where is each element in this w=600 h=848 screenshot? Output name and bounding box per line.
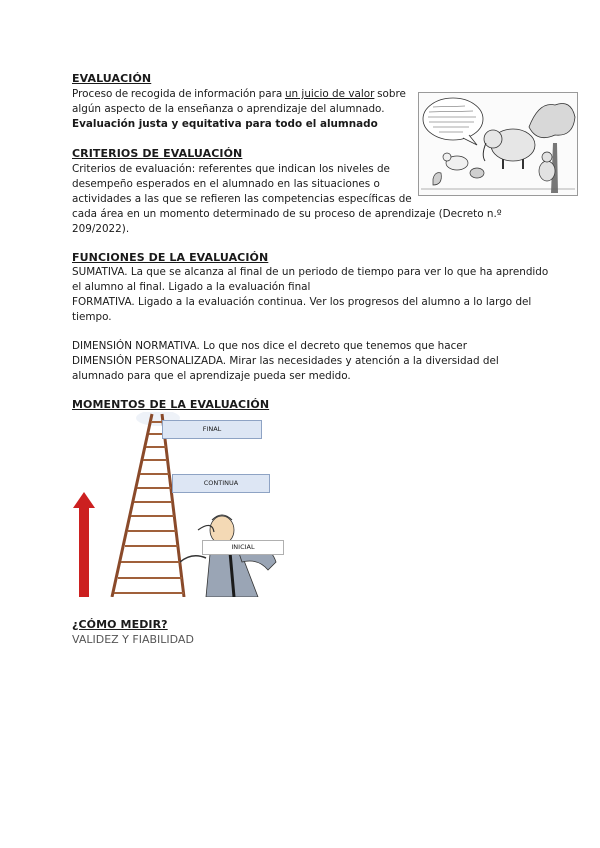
dimension-line-2: DIMENSIÓN PERSONALIZADA. Mirar las necesidades y atención a la diversidad del (72, 355, 499, 367)
criterios-line-1: Criterios de evaluación: referentes que indican los niveles de (72, 163, 390, 175)
heading-como-medir: ¿CÓMO MEDIR? (72, 618, 168, 631)
validez-fiabilidad-text: VALIDEZ Y FIABILIDAD (72, 633, 194, 646)
heading-momentos: MOMENTOS DE LA EVALUACIÓN (72, 398, 270, 411)
heading-funciones: FUNCIONES DE LA EVALUACIÓN (72, 251, 269, 264)
criterios-line-4: cada área en un momento determinado de su proceso de aprendizaje (Decreto n.º (72, 208, 502, 220)
evaluacion-line-2: algún aspecto de la enseñanza o aprendizaje del alumnado. (72, 103, 385, 115)
funciones-line-1: SUMATIVA. La que se alcanza al final de un periodo de tiempo para ver lo que ha aprendido (72, 266, 549, 278)
funciones-line-3: FORMATIVA. Ligado a la evaluación continua. Ver los progresos del alumno a lo largo del (72, 296, 532, 308)
evaluacion-bold-line: Evaluación justa y equitativa para todo el alumnado (72, 118, 378, 130)
funciones-line-4: tiempo. (72, 311, 112, 323)
dimension-line-3: alumnado para que el aprendizaje pueda ser medido. (72, 370, 351, 382)
cartoon-drawing (419, 93, 577, 195)
heading-criterios: CRITERIOS DE EVALUACIÓN (72, 147, 243, 160)
underlined-phrase: un juicio de valor (284, 88, 375, 100)
ladder-illustration (72, 412, 295, 597)
stage-label-continua: CONTINUA (172, 474, 270, 493)
heading-evaluacion: EVALUACIÓN (72, 72, 152, 85)
dimension-line-1: DIMENSIÓN NORMATIVA. Lo que nos dice el decreto que tenemos que hacer (72, 340, 467, 352)
criterios-line-5: 209/2022). (72, 223, 130, 235)
stage-label-inicial: INICIAL (202, 540, 284, 555)
funciones-line-2: el alumno al final. Ligado a la evaluación final (72, 281, 311, 293)
stage-label-final: FINAL (162, 420, 262, 439)
evaluacion-line-1: Proceso de recogida de información para un juicio de valor sobre (72, 88, 406, 100)
criterios-line-3: actividades a las que se refieren las competencias específicas de (72, 193, 412, 205)
criterios-line-2: desempeño esperados en el alumnado en las situaciones o (72, 178, 380, 190)
evaluation-cartoon-illustration (418, 92, 578, 196)
ladder-drawing (72, 412, 295, 597)
